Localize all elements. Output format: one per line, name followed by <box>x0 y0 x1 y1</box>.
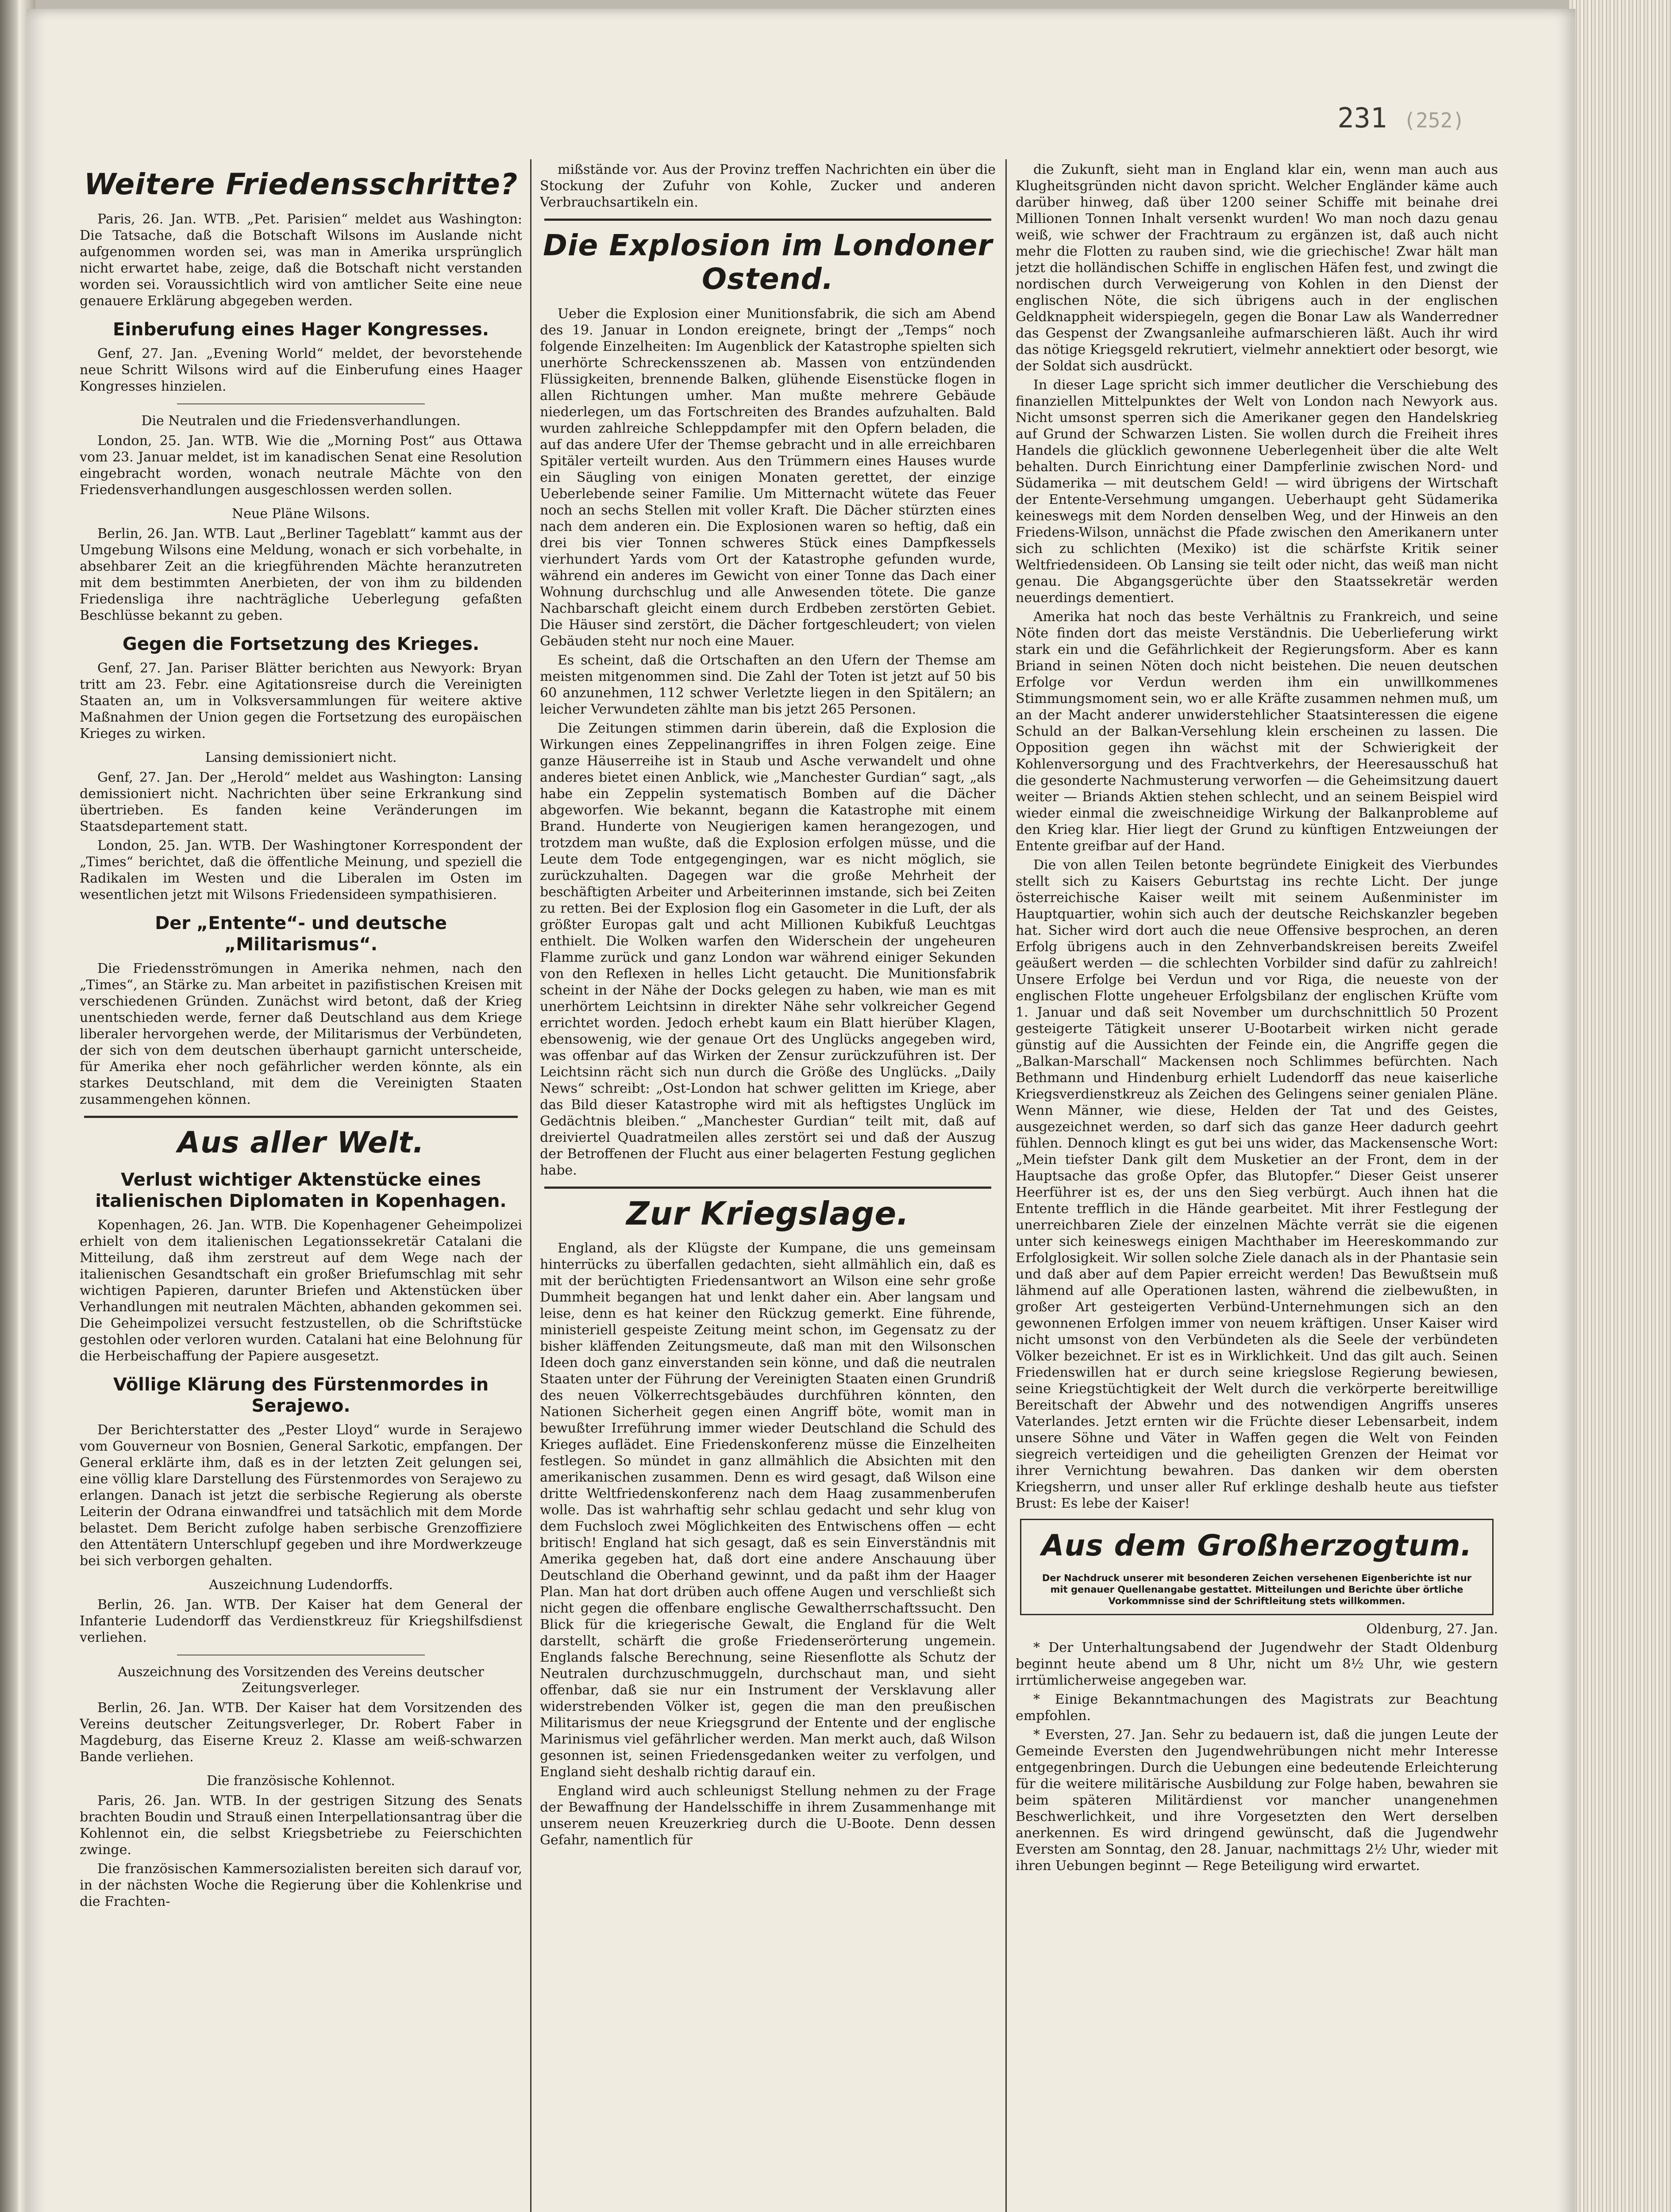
subhead-militarismus: Der „Entente“- und deutsche „Militarismus“. <box>155 913 447 955</box>
article-paragraph: Es scheint, daß die Ortschaften an den Ufern der Themse am meisten mitgenommen sind. Die Zahl der Toten ist jetzt auf 50 bis 60 anzunehmen, 112 schwer Verletzte liegen in den Spitälern; an leicher Verwundeten zählte man bis jetzt 265 Personen. <box>540 653 996 717</box>
article-paragraph: London, 25. Jan. WTB. Der Washingtoner Korrespondent der „Times“ berichtet, daß die öffentliche Meinung, und speziell die Radikalen im Westen und die Liberalen im Osten im wesentlichen jetzt mit Wilsons Friedensideen sympathisieren. <box>80 838 522 902</box>
column-1 <box>80 161 522 2212</box>
section-box <box>1020 1519 1494 1615</box>
headline-aus-aller-welt: Aus aller Welt. <box>177 1125 424 1160</box>
subhead-ludendorff: Auszeichnung Ludendorffs. <box>209 1577 393 1593</box>
article-paragraph: Die von allen Teilen betonte begründete Einigkeit des Vierbundes stellt sich zu Kaisers Geburtstag ins rechte Licht. Der junge österreichische Kaiser weilt mit seinem Außenminister im Hauptquartier, wohin sich auch der deutsche Reichskanzler begeben hat. Sicher wird dort auch die neue Offensive besprochen, an deren Erfolg übrigens auch in den Zehnverbandskreisen bereits Zweifel geäußert werden — die schlechten Vorbilder sind dafür zu zahlreich! Unsere Erfolge bei Verdun und vor Riga, die neueste von der englischen Flotte ungeheuer Erfolgsbilanz der englischen Krüfte vom 1. Januar und daß seit November um durchschnittlich 50 Prozent gesteigerte Tätigkeit unserer U-Bootarbeit wirken nicht gerade günstig auf die Aussichten der Feinde ein, die Angriffe gegen die „Balkan-Marschall“ Mackensen noch Schlimmes befürchten. Nach Bethmann und Hindenburg erhielt Ludendorff das neue kaiserliche Kriegsverdienstkreuz als Zeichen des Gelingens seiner genialen Pläne. Wenn Männer, wie diese, Helden der Tat und des Geistes, ausgezeichnet werden, so darf sich das ganze Heer dadurch geehrt fühlen. Dennoch klingt es gut bei uns wider, das Mackensensche Wort: „Mein tiefster Dank gilt dem Musketier an der Front, dem in der Hauptsache das große Opfer, das Blutopfer.“ Dieser Geist unserer Heerführer ist es, der uns den Sieg verbürgt. Auch ihnen hat die Entente trefflich in die Hände gearbeitet. Mit ihrer Festlegung der unerreichbaren Ziele der einzelnen Mächte verrät sie die eigenen unter sich keineswegs einigen Machthaber im Heereskommando zur Erfolglosigkeit. Wir sollen solche Ziele danach als in der Phantasie sein und daß aber auf dem Papier erreicht werden! Das Bewußtsein muß lähmend auf alle Operationen lasten, während die zielbewußten, in großer Art gesteigerten Verbünd-Unternehmungen sich an den gewonnenen Erfolgen immer von neuem kräftigen. Unser Kaiser wird nicht umsonst von den Verbündeten als die Seele der verbündeten Völker bezeichnet. Er ist es in Wirklichkeit. Und das gilt auch. Seinen Friedenswillen hat er durch seine kriegslose Regierung bewiesen, seine Kriegstüchtigkeit der Welt durch die verkörperte bereitwillige Bereitschaft der Abwehr und des notwendigen Angriffs unseres Vaterlandes. Jetzt ernten wir die Früchte dieser Lebensarbeit, indem unsere Söhne und Väter in Waffen gegen die Welt von Feinden siegreich verteidigen und die geheiligten Grenzen der Heimat vor ihrer Vernichtung bewahren. Das danken wir dem obersten Kriegsherrn, und unser aller Ruf erklinge deshalb heute aus tiefster Brust: Es lebe der Kaiser! <box>1016 857 1498 1511</box>
section-rule <box>84 1116 518 1118</box>
article-paragraph: Amerika hat noch das beste Verhältnis zu Frankreich, und seine Nöte finden dort das meiste Verständnis. Die Ueberlieferung wirkt stark ein und die Gefährlichkeit der Regierungsform. Aber es kann Briand in seinen Nöten doch nicht beistehen. Die neuen deutschen Erfolge vor Verdun werden ihm ein unwillkommenes Stimmungsmoment sein, wo er alle Kräfte zusammen nehmen muß, um an der Macht anderer unwiderstehlicher Staatsinteressen die eigene Schuld an der Balkan-Versehlung klein erscheinen zu lassen. Die Opposition gegen ihn wächst mit der Schwierigkeit der Kohlenversorgung und des Frachtverkehrs, der Heeresausschuß hat die gesonderte Nachmusterung verworfen — die Geheimsitzung dauert weiter — Briands Aktien stehen schlecht, und an seinem Beispiel wird wieder einmal die zweischneidige Wirkung der Balkanprobleme auf den Krieg klar. Hier liegt der Grund zu künftigen Entzweiungen der Entente greifbar auf der Hand. <box>1016 609 1498 854</box>
article-paragraph: Die französischen Kammersozialisten bereiten sich darauf vor, in der nächsten Woche die Regierung über die Kohlenkrise und die Frachten- <box>80 1861 522 1909</box>
article-paragraph: Paris, 26. Jan. WTB. „Pet. Parisien“ meldet aus Washington: Die Tatsache, daß die Botschaft Wilsons im Auslande nicht aufgenommen worden sei, was man in Amerika ursprünglich nicht erwartet habe, zeige, daß die Botschaft nicht verstanden worden sei. Voraussichtlich wird von amtlicher Seite eine neue genauere Erklärung abgegeben werden. <box>80 211 522 309</box>
article-paragraph: * Der Unterhaltungsabend der Jugendwehr der Stadt Oldenburg beginnt heute abend um 8 Uhr, nicht um 8½ Uhr, wie gestern irrtümlicherweise angegeben war. <box>1016 1640 1498 1688</box>
dateline: Oldenburg, 27. Jan. <box>1366 1621 1498 1637</box>
article-paragraph: Berlin, 26. Jan. WTB. Der Kaiser hat dem General der Infanterie Ludendorff das Verdienstkreuz für Kriegshilfsdienst verliehen. <box>80 1597 522 1645</box>
headline-explosion: Die Explosion im Londoner Ostend. <box>543 228 993 296</box>
article-paragraph: * Eversten, 27. Jan. Sehr zu bedauern ist, daß die jungen Leute der Gemeinde Eversten den Jugendwehrübungen nicht mehr Interesse entgegenbringen. Durch die Uebungen eine bedeutende Erleichterung für die weitere militärische Ausbildung zur Folge haben, bewahren sie beim späteren Militärdienst vor mancher unangenehmen Beschwerlichkeit, und ihre Vorgesetzten den Wert derselben anerkennen. Es wird dringend gewünscht, daß die Jugendwehr Eversten am Sonntag, den 28. Januar, nachmittags 2½ Uhr, wieder mit ihren Uebungen beginnt — Rege Beteiligung wird erwartet. <box>1016 1727 1498 1874</box>
subhead-fuerstenmord: Völlige Klärung des Fürstenmordes in Serajewo. <box>113 1375 489 1416</box>
headline-kriegslage: Zur Kriegslage. <box>626 1195 909 1232</box>
subhead-neue-plaene: Neue Pläne Wilsons. <box>231 506 370 522</box>
section-divider <box>177 403 425 404</box>
article-paragraph: Paris, 26. Jan. WTB. In der gestrigen Sitzung des Senats brachten Boudin und Strauß einen Interpellationsantrag über die Kohlennot ein, die selbst Kriegsbetriebe zu Feierschichten zwinge. <box>80 1793 522 1858</box>
subhead-aktenstuecke: Verlust wichtiger Aktenstücke eines italienischen Diplomaten in Kopenhagen. <box>95 1170 507 1211</box>
subhead-hager-kongress: Einberufung eines Hager Kongresses. <box>113 319 489 340</box>
headline-weitere-friedensschritte: Weitere Friedensschritte? <box>84 167 518 201</box>
subhead-gegen-fortsetzung: Gegen die Fortsetzung des Krieges. <box>122 634 480 654</box>
article-paragraph: London, 25. Jan. WTB. Wie die „Morning Post“ aus Ottawa vom 23. Januar meldet, ist im kanadischen Senat eine Resolution eingebracht worden, wonach neutrale Mächte von den Friedensverhandlungen ausgeschlossen werden sollen. <box>80 433 522 498</box>
article-paragraph: Der Berichterstatter des „Pester Lloyd“ wurde in Serajewo vom Gouverneur von Bosnien, General Sarkotic, empfangen. Der General erklärte ihm, daß es in der letzten Zeit gelungen sei, eine völlig klare Darstellung des Fürstenmordes von Serajewo zu erlangen. Danach ist jetzt die serbische Regierung als oberste Leiterin der Odrana einwandfrei und tatsächlich mit dem Morde belastet. Dem Bericht zufolge haben serbische Grenzoffiziere den Attentätern Unterschlupf gegeben und ihre Mordwerkzeuge bei sich verborgen gehalten. <box>80 1422 522 1569</box>
article-paragraph: Berlin, 26. Jan. WTB. Laut „Berliner Tageblatt“ kammt aus der Umgebung Wilsons eine Meldung, wonach er sich vorbehalte, in absehbarer Zeit an die kriegführenden Mächte heranzutreten mit dem bestimmten Anerbieten, der von ihm zu bildenden Friedensliga ihre nachträgliche Ueberlegung gefaßten Beschlüsse bekannt zu geben. <box>80 526 522 623</box>
article-paragraph: In dieser Lage spricht sich immer deutlicher die Verschiebung des finanziellen Mittelpunktes der Welt von London nach Newyork aus. Nicht umsonst sperren sich die Amerikaner gegen den Handelskrieg auf Grund der Schwarzen Listen. Sie wollen durch die Freiheit ihres Handels die glücklich gewonnene Ueberlegenheit über die alte Welt behalten. Durch Einrichtung einer Dampferlinie zwischen Nord- und Südamerika — mit deutschem Geld! — wird übrigens der Wirtschaft der Entente-Versehmung umgangen. Ueberhaupt geht Südamerika keineswegs mit dem Norden denselben Weg, und der Hinweis an den Friedens-Wilson, unnächst die Pfade zwischen den Amerikanern unter sich zu schlichten (Mexiko) ist die schärfste Kritik seiner Weltfriedensideen. Ob Lansing sie teilt oder nicht, das weiß man nicht genau. Die Abgangsgerüchte über den Staatssekretär werden neuerdings dementiert. <box>1016 377 1498 606</box>
section-rule <box>544 1187 991 1189</box>
article-paragraph: Genf, 27. Jan. Der „Herold“ meldet aus Washington: Lansing demissioniert nicht. Nachrichten über seine Erkrankung sind übertrieben. Es fanden keine Veränderungen im Staatsdepartement statt. <box>80 770 522 834</box>
subhead-neutrale: Die Neutralen und die Friedensverhandlungen. <box>141 413 461 429</box>
page-number-value: 231 <box>1337 102 1387 134</box>
article-paragraph: Kopenhagen, 26. Jan. WTB. Die Kopenhagener Geheimpolizei erhielt von dem italienischen Legationssekretär Catalani die Mitteilung, daß ihm zerstreut auf dem Wege nach der italienischen Gesandtschaft ein großer Briefumschlag mit sehr wichtigen Papieren, darunter Briefen und Aktenstücken über Verhandlungen mit neutralen Mächten, abhanden gekommen sei. Die Geheimpolizei versucht festzustellen, ob die Schriftstücke gestohlen oder verloren wurden. Catalani hat eine Belohnung für die Herbeischaffung der Papiere ausgesetzt. <box>80 1217 522 1364</box>
page-number-faint: (252) <box>1403 108 1465 132</box>
reprint-notice: Der Nachdruck unserer mit besonderen Zeichen versehenen Eigenberichte ist nur mit genauer Quellenangabe gestattet. Mitteilungen und Berichte über örtliche Vorkommnisse sind der Schriftleitung stets willkommen. <box>1042 1573 1472 1606</box>
column-rule <box>1005 159 1007 2212</box>
article-paragraph: Berlin, 26. Jan. WTB. Der Kaiser hat dem Vorsitzenden des Vereins deutscher Zeitungsverleger, Dr. Robert Faber in Magdeburg, das Eiserne Kreuz 2. Klasse am weiß-schwarzen Bande verliehen. <box>80 1700 522 1765</box>
column-2 <box>540 161 996 2212</box>
subhead-zeitungsverleger: Auszeichnung des Vorsitzenden des Vereins deutscher Zeitungsverleger. <box>118 1664 484 1696</box>
article-paragraph: Genf, 27. Jan. „Evening World“ meldet, der bevorstehende neue Schritt Wilsons wird auf die Einberufung eines Haager Kongresses hinzielen. <box>80 346 522 394</box>
subhead-lansing: Lansing demissioniert nicht. <box>205 750 397 765</box>
page-number <box>1337 102 1465 134</box>
article-paragraph: die Zukunft, sieht man in England klar ein, wenn man auch aus Klugheitsgründen nicht davon spricht. Welcher Engländer käme auch darüber hinweg, daß über 1200 seiner Schiffe mit beinahe drei Millionen Tonnen Inhalt versenkt wurden! Wo man noch dazu genau weiß, wie schwer der Frachtraum zu ergänzen ist, daß auch nicht mehr die Flotten zu rauben sind, wie die griechische! Zwar hält man jetzt die holländischen Schiffe in englischen Häfen fest, und zwingt die nordischen durch Verweigerung von Kohlen in den Dienst der englischen Nöte, die sich übrigens auch in der englischen Geldknappheit widerspiegeln, gegen die Bonar Law als Wanderredner das Gespenst der Zwangsanleihe aufmarschieren läßt. Auch ihr wird das nötige Kriegsgeld rekrutiert, vielmehr annektiert oder besorgt, wie der Soldat sich ausdrückt. <box>1016 162 1498 374</box>
page-edges <box>1569 0 1671 2212</box>
article-paragraph: Die Friedensströmungen in Amerika nehmen, nach den „Times“, an Stärke zu. Man arbeitet in pazifistischen Kreisen mit verschiedenen Gründen. Zunächst wird betont, daß der Krieg unentschieden werde, ferner daß Deutschland aus dem Kriege liberaler hervorgehen werde, der Militarismus der Verbündeten, der sich von dem deutschen überhaupt garnicht unterscheide, für Amerika eher noch gefährlicher werden könnte, als ein starkes Deutschland, mit dem die Vereinigten Staaten zusammengehen können. <box>80 961 522 1107</box>
headline-grossherzogtum: Aus dem Großherzogtum. <box>1041 1528 1472 1563</box>
article-paragraph: * Einige Bekanntmachungen des Magistrats zur Beachtung empfohlen. <box>1016 1692 1498 1724</box>
article-paragraph: mißstände vor. Aus der Provinz treffen Nachrichten ein über die Stockung der Zufuhr von Kohle, Zucker und anderen Verbrauchsartikeln ein. <box>540 162 996 210</box>
section-rule <box>544 219 991 221</box>
article-paragraph: England, als der Klügste der Kumpane, die uns gemeinsam hinterrücks zu überfallen gedachten, sieht allmählich ein, daß es mit der berüchtigten Friedensantwort an Wilson eine sehr große Dummheit begangen hat und lenkt daher ein. Aber langsam und leise, denn es hat keiner den Rückzug gemerkt. Eine führende, ministeriell gespeiste Zeitung meint schon, im Gegensatz zu der bisher kläffenden Zeitungsmeute, daß man mit den Wilsonschen Ideen doch ganz einverstanden sein könne, und daß die neutralen Staaten unter der Führung der Vereinigten Staaten einen Grundriß des neuen Völkerrechtsgebäudes durchführen könnten, den Nationen Sicherheit gegen einen Angriff böte, womit man in bewußter Irreführung immer wieder Deutschland die Schuld des Krieges auflädet. Eine Friedenskonferenz müsse die Einzelheiten festlegen. So mündet in ganz allmählich die Absichten mit den amerikanischen zusammen. Denn es wird gesagt, daß Wilson eine dritte Weltfriedenskonferenz nach dem Haag zusammenberufen wolle. Das ist wahrhaftig sehr schlau gedacht und sehr klug von dem Fuchsloch zwei Möglichkeiten des Entwischens offen — echt britisch! England hat sich gesagt, daß es sein Einverständnis mit Amerika gegeben hat, daß dort eine andere Anschauung über Deutschland die Oberhand gewinnt, und da paßt ihm der Haager Plan. Man hat dort drüben auch offene Augen und verschließt sich nicht gegen die offenbare englische Gewaltherrschaftssucht. Den Blick für die kriegerische Gewalt, die England für die Welt darstellt, schärft die große Friedenserörterung ungemein. Englands falsche Berechnung, seine Riesenflotte als Schutz der Neutralen durchzuschmuggeln, durchschaut man, und sieht offenbar, daß sie nur ein Instrument der Versklavung aller widerstrebenden Völker ist, gegen die man den preußischen Militarismus der neue Kriegsgrund der Entente und der englische Marinismus viel gefährlicher werden. Man merkt auch, daß Wilson gesonnen ist, seinen Friedensgedanken weiter zu verfolgen, und England sieht deshalb richtig darauf ein. <box>540 1240 996 1780</box>
column-rule <box>530 159 531 2212</box>
article-paragraph: Ueber die Explosion einer Munitionsfabrik, die sich am Abend des 19. Januar in London ereignete, bringt der „Temps“ noch folgende Einzelheiten: Im Augenblick der Katastrophe spielten sich unerhörte Schreckensszenen ab. Massen von entzündenden Flüssigkeiten, brennende Balken, glühende Eisenstücke flogen in allen Richtungen umher. Man mußte mehrere Gebäude niederlegen, um das Fortschreiten des Brandes aufzuhalten. Bald wurden zahlreiche Schleppdampfer mit den Opfern beladen, die auf das andere Ufer der Themse gebracht und in alle erreichbaren Spitäler verteilt wurden. Aus den Trümmern eines Hauses wurde ein Säugling von einigen Monaten gerettet, der einzige Ueberlebende seiner Familie. Um Mitternacht wütete das Feuer noch an sechs Stellen mit voller Kraft. Die Dächer stürzten eines nach dem anderen ein. Die Explosionen waren so heftig, daß ein drei bis vier Tonnen schweres Stück eines Dampfkessels vierhundert Yards vom Ort der Katastrophe gefunden wurde, während ein anderes im Gewicht von einer Tonne das Dach einer Wohnung durchschlug und alle Anwesenden tötete. Die ganze Nachbarschaft gleicht einem durch Erdbeben zerstörten Gebiet. Die Häuser sind zerstört, die Dächer fortgeschleudert; von vielen Gebäuden steht nur noch eine Mauer. <box>540 306 996 649</box>
article-paragraph: Genf, 27. Jan. Pariser Blätter berichten aus Newyork: Bryan tritt am 23. Febr. eine Agitationsreise durch die Vereinigten Staaten an, um in Volksversammlungen für weitere aktive Maßnahmen der Union gegen die Fortsetzung des europäischen Krieges zu wirken. <box>80 661 522 741</box>
article-paragraph: Die Zeitungen stimmen darin überein, daß die Explosion die Wirkungen eines Zeppelinangriffes in ihren Folgen zeige. Eine ganze Häuserreihe ist in Staub und Asche verwandelt und ohne anderes bietet einen Anblick, wie „Manchester Gurdian“ sagt, „als habe ein Zeppelin systematisch Bomben auf die Dächer abgeworfen. Wie bekannt, begann die Katastrophe mit einem Brand. Hunderte von Neugierigen kamen herangezogen, und trotzdem man wußte, daß die Explosion erfolgen müsse, und die Leute dem Tode entgegengingen, war es nicht möglich, sie zurückzuhalten. Dagegen war die große Mehrheit der beschäftigten Arbeiter und Arbeiterinnen imstande, sich bei Zeiten zu retten. Bei der Explosion flog ein Gasometer in die Luft, der als größter Europas galt und acht Millionen Kubikfuß Leuchtgas enthielt. Die Wolken warfen den Widerschein der ungeheuren Flamme zurück und ganz London war während einiger Sekunden von den Reflexen in helles Licht getaucht. Die Munitionsfabrik scheint in der Nähe der Docks gelegen zu haben, wie man es mit unerhörtem Leichtsinn in direkter Nähe sehr volkreicher Gegend errichtet worden. Jedoch erhebt kaum ein Blatt hierüber Klagen, ebensowenig, wie der genaue Ort des Unglücks angegeben wird, was offenbar auf das Wirken der Zensur zurückzuführen ist. Der Leichtsinn rächt sich nun durch die Größe des Unglücks. „Daily News“ schreibt: „Ost-London hat schwer gelitten im Kriege, aber das Bild dieser Katastrophe wird mit als heftigstes Unglück im Gedächtnis bleiben.“ „Manchester Gurdian“ teilt mit, daß auf dreiviertel Quadratmeilen alles zerstört sei und daß der Auszug der Betroffenen der Flucht aus einer belagerten Festung geglichen habe. <box>540 721 996 1178</box>
article-paragraph: England wird auch schleunigst Stellung nehmen zu der Frage der Bewaffnung der Handelsschiffe in ihrem Zusammenhange mit unserem neuen Kreuzerkrieg durch die U-Boote. Denn dessen Gefahr, namentlich für <box>540 1783 996 1848</box>
newspaper-page <box>27 9 1575 2212</box>
column-3 <box>1016 161 1498 2212</box>
subhead-kohlennot: Die französische Kohlennot. <box>207 1773 395 1789</box>
